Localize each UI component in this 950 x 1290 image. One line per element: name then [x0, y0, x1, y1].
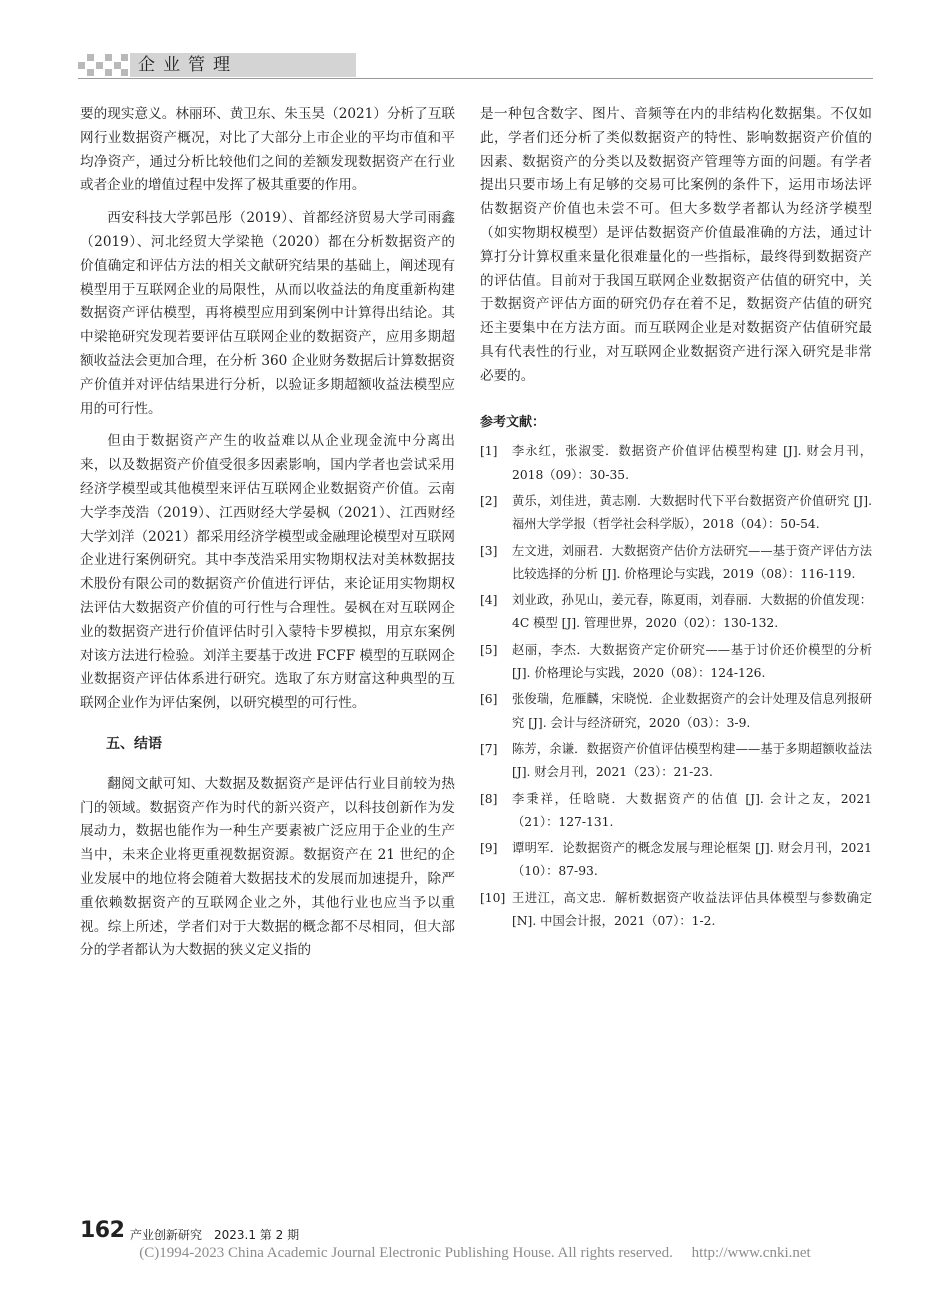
right-column [480, 103, 872, 936]
page-number: 162 [80, 1218, 125, 1243]
left-column [80, 103, 455, 963]
reference-text: 谭明军．论数据资产的概念发展与理论框架 [J]. 财会月刊，2021（10）：87-93. [512, 841, 872, 879]
reference-number: [7] [480, 741, 498, 756]
reference-number: [10] [480, 890, 506, 905]
reference-number: [3] [480, 543, 498, 558]
reference-text: 张俊瑞，危雁麟，宋晓悦．企业数据资产的会计处理及信息列报研究 [J]. 会计与经济研究，2020（03）：3-9. [512, 692, 872, 730]
reference-number: [4] [480, 593, 498, 608]
reference-item [480, 788, 872, 835]
reference-text: 李永红，张淑雯．数据资产价值评估模型构建 [J]. 财会月刊，2018（09）：30-35. [512, 444, 872, 482]
reference-item [480, 490, 872, 537]
paragraph: 翻阅文献可知、大数据及数据资产是评估行业目前较为热门的领域。数据资产作为时代的新兴资产，以科技创新作为发展动力，数据也能作为一种生产要素被广泛应用于企业的生产当中，未来企业将更重视数据资源。数据资产在 21 世纪的企业发展中的地位将会随着大数据技术的发展而加速提升，除严重依赖数据资产的互联网企业之外，其他行业也应当予以重视。综上所述，学者们对于大数据的概念都不尽相同，但大部分的学者都认为大数据的狭义定义指的 [80, 775, 455, 959]
references-title: 参考文献： [480, 414, 546, 430]
reference-item [480, 639, 872, 686]
reference-number: [8] [480, 791, 498, 806]
reference-item [480, 887, 872, 934]
reference-text: 李秉祥，任晗晓．大数据资产的估值 [J]. 会计之友，2021（21）：127-131. [512, 791, 872, 829]
section-heading: 五、结语 [106, 735, 162, 752]
paragraph: 要的现实意义。林丽环、黄卫东、朱玉昊（2021）分析了互联网行业数据资产概况，对比了大部分上市企业的平均市值和平均净资产，通过分析比较他们之间的差额发现数据资产在行业或者企业的增值过程中发挥了极其重要的作用。 [80, 106, 455, 194]
reference-number: [1] [480, 444, 498, 459]
reference-item [480, 837, 872, 884]
reference-number: [6] [480, 692, 498, 707]
reference-item [480, 540, 872, 587]
section-header-title: 企业管理 [138, 55, 238, 75]
reference-text: 王进江，高文忠．解析数据资产收益法评估具体模型与参数确定 [N]. 中国会计报，2021（07）：1-2. [512, 890, 872, 928]
running-header [78, 50, 873, 80]
paragraph: 但由于数据资产产生的收益难以从企业现金流中分离出来，以及数据资产价值受很多因素影响，国内学者也尝试采用经济学模型或其他模型来评估互联网企业数据资产价值。云南大学李茂浩（2019）、江西财经大学晏枫（2021）、江西财经大学刘洋（2021）都采用经济学模型或金融理论模型对互联网企业进行案例研究。其中李茂浩采用实物期权法对美林数据技术股份有限公司的数据资产价值进行评估，来论证用实物期权法评估大数据资产价值的可行性与合理性。晏枫在对互联网企业的数据资产进行价值评估时引入蒙特卡罗模拟，用京东案例对该方法进行检验。刘洋主要基于改进 FCFF 模型的互联网企业数据资产评估体系进行研究。选取了东方财富这种典型的互联网企业作为评估案例，以研究模型的可行性。 [80, 433, 455, 712]
references [480, 411, 872, 934]
reference-number: [5] [480, 642, 498, 657]
reference-text: 陈芳，余谦．数据资产价值评估模型构建——基于多期超额收益法 [J]. 财会月刊，2021（23）：21-23. [512, 741, 872, 780]
reference-text: 左文进，刘丽君．大数据资产估价方法研究——基于资产评估方法比较选择的分析 [J]. 价格理论与实践，2019（08）：116-119. [512, 543, 872, 581]
reference-number: [9] [480, 841, 498, 856]
reference-item [480, 589, 872, 636]
reference-item [480, 738, 872, 785]
header-decoration [78, 54, 128, 76]
paragraph: 是一种包含数字、图片、音频等在内的非结构化数据集。不仅如此，学者们还分析了类似数据资产的特性、影响数据资产价值的因素、数据资产的分类以及数据资产管理等方面的问题。有学者提出只要市场上有足够的交易可比案例的条件下，运用市场法评估数据资产价值也未尝不可。但大多数学者都认为经济学模型（如实物期权模型）是评估数据资产价值最准确的方法，通过计算打分计算权重来量化很难量化的一些指标，最终得到数据资产的评估值。目前对于我国互联网企业数据资产估值的研究中，关于数据资产评估方面的研究仍存在着不足，数据资产估值的研究还主要集中在方法方面。而互联网企业是对数据资产估值研究最具有代表性的行业，对互联网企业数据资产进行深入研究是非常必要的。 [480, 106, 872, 384]
paragraph: 西安科技大学郭邑彤（2019）、首都经济贸易大学司雨鑫（2019）、河北经贸大学梁艳（2020）都在分析数据资产的价值确定和评估方法的相关文献研究结果的基础上，阐述现有模型用于互联网企业的局限性，从而以收益法的角度重新构建数据资产评估模型，再将模型应用到案例中计算得出结论。其中梁艳研究发现若要评估互联网企业的数据资产，应用多期超额收益法会更加合理，在分析 360 企业财务数据后计算数据资产价值并对评估结果进行分析，以验证多期超额收益法模型应用的可行性。 [80, 210, 455, 417]
reference-text: 黄乐，刘佳进，黄志刚．大数据时代下平台数据资产价值研究 [J]. 福州大学学报（哲学社会科学版），2018（04）：50-54. [512, 493, 872, 532]
reference-item [480, 688, 872, 735]
reference-text: 刘业政，孙见山，姜元春，陈夏雨，刘春丽．大数据的价值发现：4C 模型 [J]. 管理世界，2020（02）：130-132. [512, 593, 872, 631]
header-rule [78, 78, 873, 79]
copyright-watermark: (C)1994-2023 China Academic Journal Electronic Publishing House. All rights reserved. http://www.cnki.net [139, 1245, 811, 1261]
reference-text: 赵丽，李杰．大数据资产定价研究——基于讨价还价模型的分析 [J]. 价格理论与实践，2020（08）：124-126. [512, 642, 872, 681]
reference-number: [2] [480, 493, 498, 508]
reference-item [480, 440, 872, 487]
journal-info: 产业创新研究 2023.1 第 2 期 [130, 1228, 300, 1242]
